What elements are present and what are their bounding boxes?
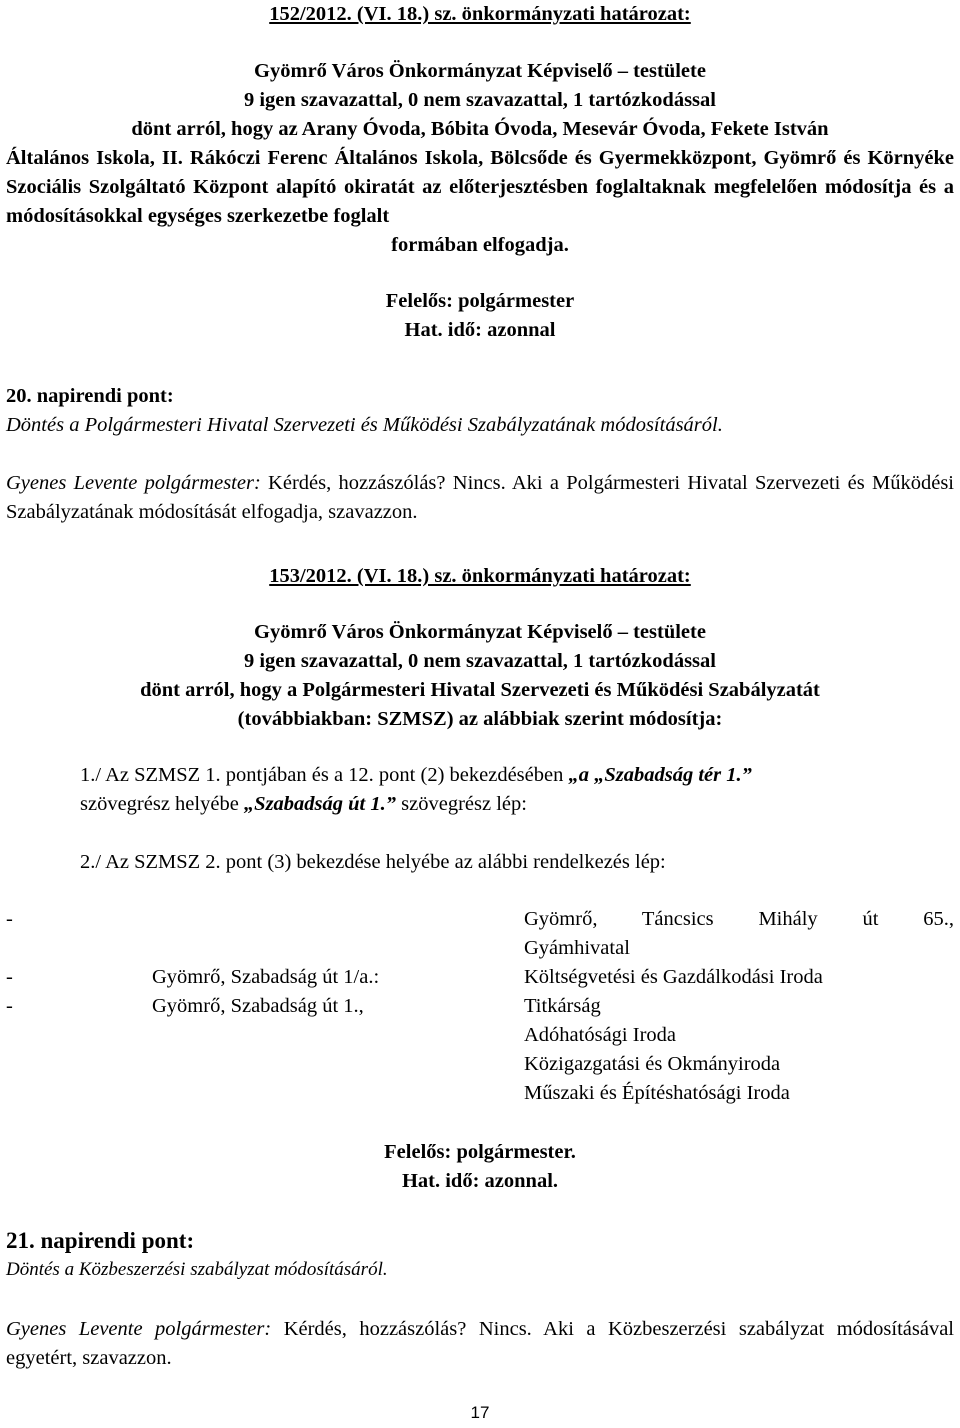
table-row-dash: -: [6, 966, 13, 988]
agenda-item-21-heading: 21. napirendi pont:: [6, 1228, 195, 1253]
resolution-152-body-center: Gyömrő Város Önkormányzat Képviselő – testülete 9 igen szavazattal, 0 nem szavazattal, 1 tartózkodással dönt arról, hogy az Arany Óvoda, Bóbita Óvoda, Mesevár Óvoda, Fekete István: [131, 60, 829, 140]
table-row-dash: -: [6, 908, 13, 930]
agenda-item-21-discussion: [6, 1315, 954, 1373]
table-unit: Gyömrő, Táncsics Mihály út 65.,: [524, 908, 954, 930]
resolution-153-responsible: Felelős: polgármester.: [384, 1141, 576, 1163]
resolution-152-body-last: formában elfogadja.: [391, 234, 569, 256]
table-unit: Közigazgatási és Okmányiroda: [524, 1053, 781, 1075]
amendment-2: 2./ Az SZMSZ 2. pont (3) bekezdése helyébe az alábbi rendelkezés lép:: [80, 851, 666, 873]
amendment-1-new-text: „Szabadság út 1.”: [243, 793, 397, 815]
resolution-152-responsible: Felelős: polgármester: [385, 290, 575, 312]
resolution-152-heading: 152/2012. (VI. 18.) sz. önkormányzati határozat:: [269, 3, 691, 25]
table-unit: Adóhatósági Iroda: [524, 1024, 676, 1046]
page-number: 17: [470, 1403, 490, 1422]
resolution-152-deadline: Hat. idő: azonnal: [404, 319, 556, 341]
speaker-text: Kérdés, hozzászólás? Nincs. Aki a Polgármesteri Hivatal Szervezeti és Működési Szabályzatának módosítását elfogadja, szavazzon.: [6, 472, 954, 523]
resolution-153-heading: 153/2012. (VI. 18.) sz. önkormányzati határozat:: [269, 565, 691, 587]
table-unit: Műszaki és Építéshatósági Iroda: [524, 1082, 790, 1104]
amendment-1-text: 1./ Az SZMSZ 1. pontjában és a 12. pont (2) bekezdésében: [80, 764, 569, 786]
table-address: Gyömrő, Szabadság út 1/a.:: [152, 966, 380, 988]
table-row-dash: -: [6, 995, 13, 1017]
amendment-1: [80, 761, 954, 819]
resolution-152-body: Általános Iskola, II. Rákóczi Ferenc Általános Iskola, Bölcsőde és Gyermekközpont, Gyömrő és Környéke Szociális Szolgáltató Központ alapító okiratát az előterjesztésben foglaltaknak megfelelően módosítja és a módosításokkal egységes szerkezetbe foglalt: [6, 147, 954, 227]
table-unit: Titkárság: [524, 995, 601, 1017]
table-unit: Gyámhivatal: [524, 937, 630, 959]
agenda-item-20-heading: 20. napirendi pont:: [6, 385, 174, 407]
table-unit: Költségvetési és Gazdálkodási Iroda: [524, 966, 823, 988]
speaker-text: Kérdés, hozzászólás? Nincs. Aki a Közbeszerzési szabályzat módosításával egyetért, szavazzon.: [6, 1318, 954, 1369]
amendment-1-text-2: szövegrész helyébe: [80, 793, 244, 815]
speaker-name: Gyenes Levente polgármester:: [6, 472, 261, 494]
amendment-1-old-text: „a „Szabadság tér 1.”: [568, 764, 752, 786]
resolution-153-deadline: Hat. idő: azonnal.: [401, 1170, 559, 1192]
agenda-item-21-title: Döntés a Közbeszerzési szabályzat módosításáról.: [6, 1259, 388, 1280]
speaker-name: Gyenes Levente polgármester:: [6, 1318, 272, 1340]
agenda-item-20-title: Döntés a Polgármesteri Hivatal Szervezeti és Működési Szabályzatának módosításáról.: [6, 414, 723, 436]
table-address: Gyömrő, Szabadság út 1.,: [152, 995, 364, 1017]
resolution-153-body: Gyömrő Város Önkormányzat Képviselő – testülete 9 igen szavazattal, 0 nem szavazattal, 1 tartózkodással dönt arról, hogy a Polgármesteri Hivatal Szervezeti és Működési Szabályzatát (továbbiakban: SZMSZ) az alábbiak szerint módosítja:: [140, 621, 820, 730]
agenda-item-20-discussion: [6, 469, 954, 527]
amendment-1-text-3: szövegrész lép:: [396, 793, 527, 815]
